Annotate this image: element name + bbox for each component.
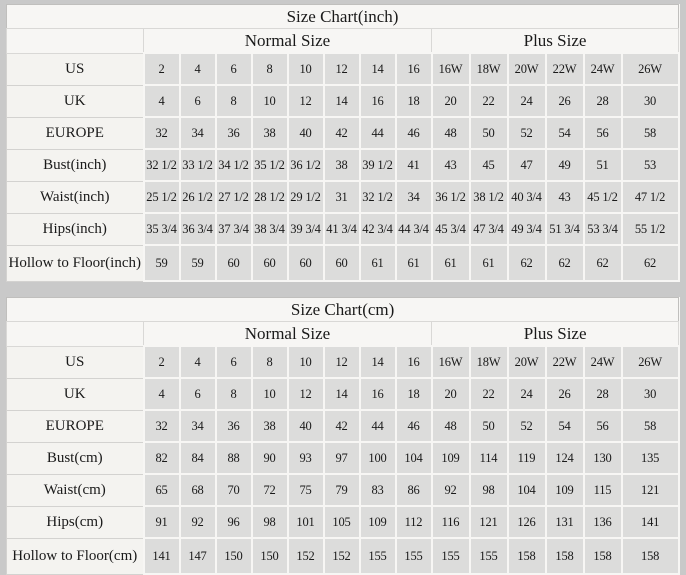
size-value-cell: 34 bbox=[180, 410, 216, 442]
size-value-cell: 60 bbox=[216, 245, 252, 281]
size-value-cell: 12 bbox=[288, 85, 324, 117]
table-title: Size Chart(inch) bbox=[7, 5, 679, 29]
size-value-cell: 90 bbox=[252, 442, 288, 474]
size-value-cell: 141 bbox=[144, 538, 180, 574]
size-value-cell: 38 bbox=[324, 149, 360, 181]
size-value-cell: 58 bbox=[622, 410, 679, 442]
size-value-cell: 70 bbox=[216, 474, 252, 506]
table-row bbox=[7, 53, 679, 85]
size-value-cell: 38 3/4 bbox=[252, 213, 288, 245]
size-value-cell: 14 bbox=[324, 85, 360, 117]
size-value-cell: 130 bbox=[584, 442, 622, 474]
size-value-cell: 22W bbox=[546, 346, 584, 378]
size-value-cell: 49 bbox=[546, 149, 584, 181]
size-value-cell: 24W bbox=[584, 53, 622, 85]
row-label: Waist(cm) bbox=[7, 474, 144, 506]
size-value-cell: 27 1/2 bbox=[216, 181, 252, 213]
size-value-cell: 36 1/2 bbox=[288, 149, 324, 181]
size-value-cell: 18 bbox=[396, 85, 432, 117]
size-value-cell: 42 3/4 bbox=[360, 213, 396, 245]
size-value-cell: 39 1/2 bbox=[360, 149, 396, 181]
size-value-cell: 32 1/2 bbox=[360, 181, 396, 213]
size-value-cell: 35 3/4 bbox=[144, 213, 180, 245]
size-value-cell: 45 3/4 bbox=[432, 213, 470, 245]
size-value-cell: 18 bbox=[396, 378, 432, 410]
size-value-cell: 39 3/4 bbox=[288, 213, 324, 245]
size-value-cell: 68 bbox=[180, 474, 216, 506]
size-value-cell: 51 3/4 bbox=[546, 213, 584, 245]
table-title: Size Chart(cm) bbox=[7, 298, 679, 322]
size-value-cell: 34 1/2 bbox=[216, 149, 252, 181]
size-value-cell: 62 bbox=[622, 245, 679, 281]
size-value-cell: 44 bbox=[360, 117, 396, 149]
size-value-cell: 46 bbox=[396, 117, 432, 149]
size-value-cell: 24W bbox=[584, 346, 622, 378]
size-value-cell: 14 bbox=[324, 378, 360, 410]
size-value-cell: 37 3/4 bbox=[216, 213, 252, 245]
table-row bbox=[7, 442, 679, 474]
size-value-cell: 47 1/2 bbox=[622, 181, 679, 213]
group-header-normal-size: Normal Size bbox=[144, 29, 432, 54]
size-value-cell: 52 bbox=[508, 117, 546, 149]
size-value-cell: 42 bbox=[324, 117, 360, 149]
size-value-cell: 24 bbox=[508, 378, 546, 410]
size-value-cell: 83 bbox=[360, 474, 396, 506]
size-value-cell: 41 bbox=[396, 149, 432, 181]
size-value-cell: 2 bbox=[144, 53, 180, 85]
size-value-cell: 43 bbox=[432, 149, 470, 181]
size-value-cell: 60 bbox=[324, 245, 360, 281]
size-value-cell: 10 bbox=[252, 378, 288, 410]
size-chart-page bbox=[0, 4, 686, 564]
row-label: Bust(cm) bbox=[7, 442, 144, 474]
table-row bbox=[7, 506, 679, 538]
group-header-plus-size: Plus Size bbox=[432, 29, 679, 54]
table-row bbox=[7, 346, 679, 378]
row-label: Hollow to Floor(cm) bbox=[7, 538, 144, 574]
size-value-cell: 115 bbox=[584, 474, 622, 506]
table-row bbox=[7, 181, 679, 213]
size-value-cell: 40 bbox=[288, 410, 324, 442]
row-label: EUROPE bbox=[7, 117, 144, 149]
size-value-cell: 26W bbox=[622, 53, 679, 85]
size-value-cell: 8 bbox=[216, 85, 252, 117]
size-value-cell: 31 bbox=[324, 181, 360, 213]
corner-cell bbox=[7, 29, 144, 54]
size-value-cell: 54 bbox=[546, 410, 584, 442]
size-value-cell: 38 1/2 bbox=[470, 181, 508, 213]
row-label: Hollow to Floor(inch) bbox=[7, 245, 144, 281]
size-value-cell: 32 1/2 bbox=[144, 149, 180, 181]
size-value-cell: 114 bbox=[470, 442, 508, 474]
size-value-cell: 158 bbox=[508, 538, 546, 574]
size-value-cell: 104 bbox=[508, 474, 546, 506]
size-value-cell: 20W bbox=[508, 346, 546, 378]
table-row bbox=[7, 245, 679, 281]
table-title-row bbox=[7, 298, 679, 322]
size-value-cell: 26 1/2 bbox=[180, 181, 216, 213]
size-value-cell: 53 bbox=[622, 149, 679, 181]
size-value-cell: 4 bbox=[180, 53, 216, 85]
size-value-cell: 45 1/2 bbox=[584, 181, 622, 213]
size-value-cell: 30 bbox=[622, 85, 679, 117]
size-value-cell: 36 1/2 bbox=[432, 181, 470, 213]
size-value-cell: 135 bbox=[622, 442, 679, 474]
size-value-cell: 91 bbox=[144, 506, 180, 538]
size-value-cell: 124 bbox=[546, 442, 584, 474]
table-row bbox=[7, 117, 679, 149]
row-label: EUROPE bbox=[7, 410, 144, 442]
size-value-cell: 47 3/4 bbox=[470, 213, 508, 245]
size-value-cell: 46 bbox=[396, 410, 432, 442]
size-value-cell: 75 bbox=[288, 474, 324, 506]
size-value-cell: 105 bbox=[324, 506, 360, 538]
size-value-cell: 82 bbox=[144, 442, 180, 474]
size-value-cell: 12 bbox=[288, 378, 324, 410]
size-value-cell: 96 bbox=[216, 506, 252, 538]
group-header-normal-size: Normal Size bbox=[144, 322, 432, 347]
size-value-cell: 43 bbox=[546, 181, 584, 213]
size-value-cell: 72 bbox=[252, 474, 288, 506]
size-value-cell: 12 bbox=[324, 53, 360, 85]
size-value-cell: 92 bbox=[180, 506, 216, 538]
size-value-cell: 53 3/4 bbox=[584, 213, 622, 245]
size-value-cell: 4 bbox=[144, 378, 180, 410]
size-value-cell: 6 bbox=[180, 85, 216, 117]
size-value-cell: 60 bbox=[288, 245, 324, 281]
size-value-cell: 150 bbox=[216, 538, 252, 574]
size-value-cell: 50 bbox=[470, 117, 508, 149]
size-chart-cm-table bbox=[6, 297, 680, 575]
size-value-cell: 61 bbox=[432, 245, 470, 281]
size-value-cell: 28 bbox=[584, 378, 622, 410]
size-value-cell: 8 bbox=[252, 346, 288, 378]
size-value-cell: 44 bbox=[360, 410, 396, 442]
size-value-cell: 54 bbox=[546, 117, 584, 149]
size-value-cell: 79 bbox=[324, 474, 360, 506]
size-value-cell: 147 bbox=[180, 538, 216, 574]
size-value-cell: 16 bbox=[396, 53, 432, 85]
size-value-cell: 60 bbox=[252, 245, 288, 281]
size-value-cell: 93 bbox=[288, 442, 324, 474]
size-value-cell: 32 bbox=[144, 117, 180, 149]
size-value-cell: 62 bbox=[546, 245, 584, 281]
size-value-cell: 59 bbox=[144, 245, 180, 281]
size-value-cell: 4 bbox=[180, 346, 216, 378]
size-value-cell: 8 bbox=[252, 53, 288, 85]
row-label: Hips(cm) bbox=[7, 506, 144, 538]
size-value-cell: 62 bbox=[584, 245, 622, 281]
size-value-cell: 98 bbox=[470, 474, 508, 506]
size-value-cell: 14 bbox=[360, 53, 396, 85]
size-chart-inch-table bbox=[6, 4, 680, 282]
size-value-cell: 62 bbox=[508, 245, 546, 281]
size-value-cell: 101 bbox=[288, 506, 324, 538]
size-value-cell: 52 bbox=[508, 410, 546, 442]
size-value-cell: 25 1/2 bbox=[144, 181, 180, 213]
size-value-cell: 16 bbox=[396, 346, 432, 378]
size-value-cell: 26 bbox=[546, 378, 584, 410]
size-value-cell: 6 bbox=[216, 346, 252, 378]
size-value-cell: 6 bbox=[216, 53, 252, 85]
size-value-cell: 61 bbox=[360, 245, 396, 281]
size-value-cell: 45 bbox=[470, 149, 508, 181]
size-value-cell: 59 bbox=[180, 245, 216, 281]
size-value-cell: 22W bbox=[546, 53, 584, 85]
size-value-cell: 4 bbox=[144, 85, 180, 117]
size-value-cell: 152 bbox=[324, 538, 360, 574]
row-label: UK bbox=[7, 85, 144, 117]
size-value-cell: 155 bbox=[360, 538, 396, 574]
size-value-cell: 40 bbox=[288, 117, 324, 149]
size-value-cell: 150 bbox=[252, 538, 288, 574]
size-value-cell: 136 bbox=[584, 506, 622, 538]
size-value-cell: 16 bbox=[360, 85, 396, 117]
size-value-cell: 28 bbox=[584, 85, 622, 117]
size-value-cell: 6 bbox=[180, 378, 216, 410]
size-value-cell: 18W bbox=[470, 53, 508, 85]
size-value-cell: 51 bbox=[584, 149, 622, 181]
size-value-cell: 22 bbox=[470, 378, 508, 410]
size-value-cell: 155 bbox=[432, 538, 470, 574]
table-row bbox=[7, 85, 679, 117]
size-value-cell: 12 bbox=[324, 346, 360, 378]
table-row bbox=[7, 213, 679, 245]
size-value-cell: 35 1/2 bbox=[252, 149, 288, 181]
size-value-cell: 33 1/2 bbox=[180, 149, 216, 181]
size-value-cell: 16W bbox=[432, 53, 470, 85]
size-value-cell: 131 bbox=[546, 506, 584, 538]
size-value-cell: 41 3/4 bbox=[324, 213, 360, 245]
table-row bbox=[7, 149, 679, 181]
size-value-cell: 86 bbox=[396, 474, 432, 506]
size-value-cell: 84 bbox=[180, 442, 216, 474]
size-value-cell: 158 bbox=[622, 538, 679, 574]
size-value-cell: 42 bbox=[324, 410, 360, 442]
size-value-cell: 65 bbox=[144, 474, 180, 506]
table-row bbox=[7, 538, 679, 574]
size-value-cell: 26 bbox=[546, 85, 584, 117]
size-value-cell: 155 bbox=[396, 538, 432, 574]
row-label: Waist(inch) bbox=[7, 181, 144, 213]
size-value-cell: 155 bbox=[470, 538, 508, 574]
size-value-cell: 48 bbox=[432, 117, 470, 149]
size-value-cell: 61 bbox=[396, 245, 432, 281]
size-value-cell: 158 bbox=[584, 538, 622, 574]
size-value-cell: 36 bbox=[216, 117, 252, 149]
size-value-cell: 121 bbox=[470, 506, 508, 538]
size-value-cell: 20 bbox=[432, 378, 470, 410]
size-value-cell: 2 bbox=[144, 346, 180, 378]
size-value-cell: 38 bbox=[252, 410, 288, 442]
group-header-row bbox=[7, 322, 679, 347]
row-label: US bbox=[7, 346, 144, 378]
size-value-cell: 10 bbox=[288, 346, 324, 378]
size-value-cell: 50 bbox=[470, 410, 508, 442]
row-label: UK bbox=[7, 378, 144, 410]
size-value-cell: 14 bbox=[360, 346, 396, 378]
size-value-cell: 121 bbox=[622, 474, 679, 506]
table-title-row bbox=[7, 5, 679, 29]
size-value-cell: 29 1/2 bbox=[288, 181, 324, 213]
size-value-cell: 126 bbox=[508, 506, 546, 538]
row-label: Bust(inch) bbox=[7, 149, 144, 181]
size-value-cell: 26W bbox=[622, 346, 679, 378]
size-value-cell: 119 bbox=[508, 442, 546, 474]
size-value-cell: 92 bbox=[432, 474, 470, 506]
size-value-cell: 97 bbox=[324, 442, 360, 474]
size-value-cell: 40 3/4 bbox=[508, 181, 546, 213]
size-value-cell: 36 bbox=[216, 410, 252, 442]
size-value-cell: 22 bbox=[470, 85, 508, 117]
size-value-cell: 109 bbox=[360, 506, 396, 538]
group-header-plus-size: Plus Size bbox=[432, 322, 679, 347]
size-value-cell: 8 bbox=[216, 378, 252, 410]
size-value-cell: 112 bbox=[396, 506, 432, 538]
size-value-cell: 24 bbox=[508, 85, 546, 117]
size-value-cell: 58 bbox=[622, 117, 679, 149]
size-value-cell: 32 bbox=[144, 410, 180, 442]
size-value-cell: 30 bbox=[622, 378, 679, 410]
row-label: Hips(inch) bbox=[7, 213, 144, 245]
size-value-cell: 152 bbox=[288, 538, 324, 574]
size-value-cell: 10 bbox=[288, 53, 324, 85]
size-value-cell: 158 bbox=[546, 538, 584, 574]
size-value-cell: 88 bbox=[216, 442, 252, 474]
size-value-cell: 48 bbox=[432, 410, 470, 442]
table-row bbox=[7, 474, 679, 506]
size-value-cell: 104 bbox=[396, 442, 432, 474]
size-value-cell: 36 3/4 bbox=[180, 213, 216, 245]
size-value-cell: 10 bbox=[252, 85, 288, 117]
size-value-cell: 49 3/4 bbox=[508, 213, 546, 245]
size-value-cell: 34 bbox=[180, 117, 216, 149]
size-value-cell: 56 bbox=[584, 410, 622, 442]
group-header-row bbox=[7, 29, 679, 54]
table-row bbox=[7, 378, 679, 410]
size-value-cell: 34 bbox=[396, 181, 432, 213]
size-value-cell: 18W bbox=[470, 346, 508, 378]
size-value-cell: 44 3/4 bbox=[396, 213, 432, 245]
size-value-cell: 16 bbox=[360, 378, 396, 410]
size-value-cell: 47 bbox=[508, 149, 546, 181]
size-value-cell: 141 bbox=[622, 506, 679, 538]
size-value-cell: 56 bbox=[584, 117, 622, 149]
size-value-cell: 55 1/2 bbox=[622, 213, 679, 245]
size-value-cell: 61 bbox=[470, 245, 508, 281]
size-value-cell: 28 1/2 bbox=[252, 181, 288, 213]
size-value-cell: 116 bbox=[432, 506, 470, 538]
size-value-cell: 20W bbox=[508, 53, 546, 85]
table-row bbox=[7, 410, 679, 442]
size-value-cell: 98 bbox=[252, 506, 288, 538]
size-value-cell: 16W bbox=[432, 346, 470, 378]
size-value-cell: 109 bbox=[546, 474, 584, 506]
size-value-cell: 100 bbox=[360, 442, 396, 474]
row-label: US bbox=[7, 53, 144, 85]
size-value-cell: 20 bbox=[432, 85, 470, 117]
size-value-cell: 109 bbox=[432, 442, 470, 474]
size-value-cell: 38 bbox=[252, 117, 288, 149]
corner-cell bbox=[7, 322, 144, 347]
